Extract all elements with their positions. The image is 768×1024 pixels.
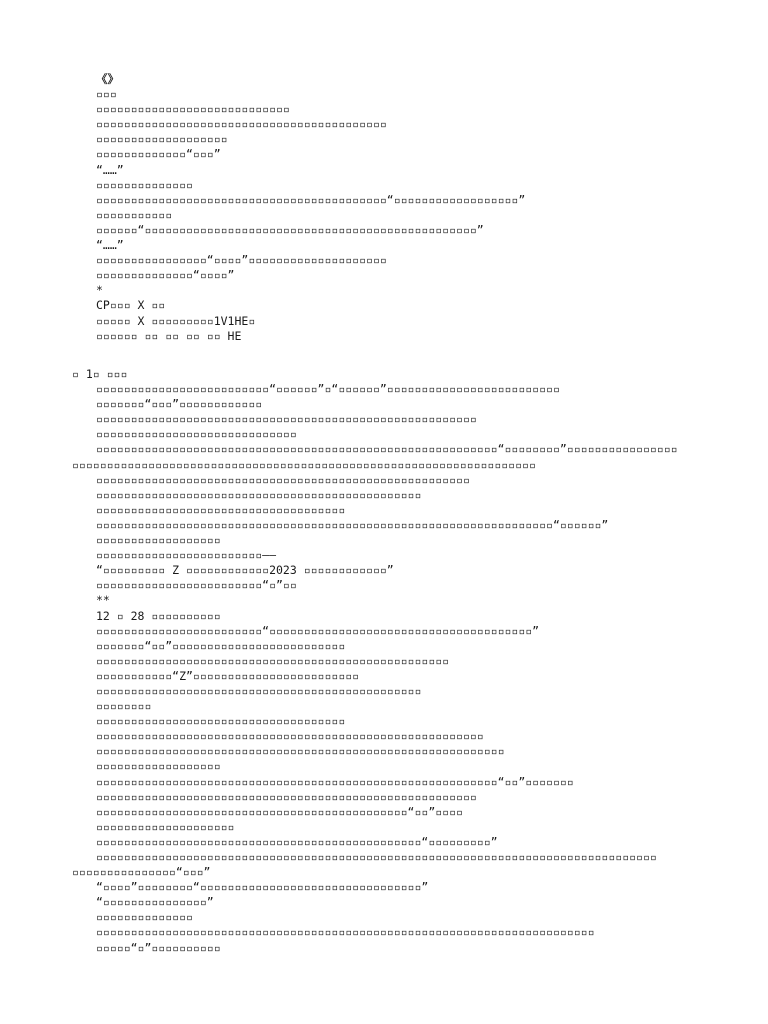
front-matter-line: ▫▫▫▫▫▫“▫▫▫▫▫▫▫▫▫▫▫▫▫▫▫▫▫▫▫▫▫▫▫▫▫▫▫▫▫▫▫▫▫▫▫▫▫▫▫▫▫▫▫▫▫▫▫▫” — [96, 222, 484, 237]
chapter-1-line: “▫▫▫▫”▫▫▫▫▫▫▫▫“▫▫▫▫▫▫▫▫▫▫▫▫▫▫▫▫▫▫▫▫▫▫▫▫▫▫▫▫▫▫▫▫” — [96, 880, 429, 895]
chapter-1-line: ▫▫▫▫▫▫▫▫▫▫▫▫▫▫▫▫▫▫▫▫▫▫▫▫▫▫▫▫▫▫▫▫▫▫▫▫▫▫▫▫▫▫▫▫▫▫▫▫▫▫▫▫▫▫▫ — [96, 412, 477, 427]
chapter-1-line: ▫▫▫▫▫▫▫▫▫▫▫▫▫▫▫▫▫▫▫▫▫▫▫▫▫▫▫▫▫▫▫▫▫▫▫▫▫▫▫▫▫▫▫▫▫▫▫▫▫▫▫▫▫▫▫ — [96, 789, 477, 804]
chapter-1-line: “▫▫▫▫▫▫▫▫▫▫▫▫▫▫▫” — [96, 895, 214, 910]
chapter-1-line: 12 ▫ 28 ▫▫▫▫▫▫▫▫▫▫ — [96, 608, 221, 623]
front-matter-line: ▫▫▫▫▫▫▫▫▫▫▫▫▫▫▫▫▫▫▫ — [96, 132, 228, 147]
chapter-1-line: ▫▫▫▫▫▫▫▫▫▫▫▫▫▫▫▫▫▫▫▫▫▫▫▫“▫▫▫▫▫▫▫▫▫▫▫▫▫▫▫▫▫▫▫▫▫▫▫▫▫▫▫▫▫▫▫▫▫▫▫▫▫▫” — [96, 623, 540, 638]
chapter-1-line: ▫▫▫▫▫▫▫▫▫▫▫▫▫▫▫▫▫▫▫▫▫▫▫▫▫▫▫▫▫▫▫▫▫▫▫▫▫▫▫▫▫▫▫▫▫▫▫“▫▫▫▫▫▫▫▫▫” — [96, 834, 498, 849]
chapter-1-line: ▫ 1▫ ▫▫▫ — [72, 367, 128, 381]
chapter-1-line: ▫▫▫▫▫▫▫▫▫▫▫▫▫▫▫▫▫▫▫▫▫▫▫▫▫▫▫▫▫▫▫▫▫▫▫▫▫▫▫▫▫▫▫▫▫▫▫ — [96, 683, 422, 698]
chapter-1-line: ▫▫▫▫▫▫▫▫▫▫▫▫▫▫▫▫▫▫▫▫▫▫▫▫▫▫▫▫▫▫▫▫▫▫▫▫▫▫▫▫▫▫▫▫▫▫▫▫▫▫▫▫▫▫▫▫▫▫▫▫▫▫▫▫▫▫▫▫▫▫▫▫ — [96, 925, 595, 940]
chapter-1-line: ▫▫▫▫▫“▫”▫▫▫▫▫▫▫▫▫▫ — [96, 940, 221, 955]
chapter-1-line: ▫▫▫▫▫▫▫▫▫▫▫▫▫▫▫“▫▫▫” — [72, 865, 211, 880]
front-matter-line: ▫▫▫▫▫▫▫▫▫▫▫ — [96, 207, 173, 222]
chapter-1-line: ▫▫▫▫▫▫▫▫▫▫▫▫▫▫▫▫▫▫▫▫ — [96, 819, 235, 834]
chapter-1 — [0, 367, 768, 956]
chapter-1-line: ▫▫▫▫▫▫▫▫▫▫▫▫▫▫▫▫▫▫▫▫▫▫▫▫▫▫▫▫▫▫▫▫▫▫▫▫▫▫▫▫▫▫▫▫▫▫▫▫▫▫▫▫▫▫ — [96, 472, 470, 487]
front-matter-line: ▫▫▫▫▫▫▫▫▫▫▫▫▫▫“▫▫▫▫” — [96, 268, 235, 283]
chapter-1-line: ▫▫▫▫▫▫▫▫▫▫▫▫▫▫▫▫▫▫▫▫▫▫▫▫▫▫▫▫▫▫▫▫▫▫▫▫▫▫▫▫▫▫▫▫▫▫▫▫▫▫▫ — [96, 653, 450, 668]
chapter-1-line: ▫▫▫▫▫▫▫▫▫▫▫“Z”▫▫▫▫▫▫▫▫▫▫▫▫▫▫▫▫▫▫▫▫▫▫▫▫ — [96, 668, 360, 683]
chapter-1-line: ▫▫▫▫▫▫▫▫▫▫▫▫▫▫▫▫▫▫▫▫▫▫▫▫▫▫▫▫▫▫▫▫▫▫▫▫▫▫▫▫▫▫▫▫▫▫▫ — [96, 487, 422, 502]
chapter-1-line: ▫▫▫▫▫▫▫▫▫▫▫▫▫▫▫▫▫▫▫▫▫▫▫▫▫▫▫▫▫▫▫▫▫▫▫▫▫▫▫▫▫▫▫▫▫▫▫▫▫▫▫▫▫▫▫▫▫▫▫▫▫▫▫▫▫▫“▫▫▫▫▫▫” — [96, 517, 609, 532]
chapter-1-line: ▫▫▫▫▫▫▫▫▫▫▫▫▫▫ — [96, 910, 193, 925]
chapter-1-line: ▫▫▫▫▫▫▫▫▫▫▫▫▫▫▫▫▫▫▫▫▫▫▫▫▫“▫▫▫▫▫▫”▫“▫▫▫▫▫▫”▫▫▫▫▫▫▫▫▫▫▫▫▫▫▫▫▫▫▫▫▫▫▫▫▫ — [96, 382, 560, 397]
front-matter-line: “……” — [96, 238, 124, 253]
chapter-1-line: ▫▫▫▫▫▫▫▫▫▫▫▫▫▫▫▫▫▫▫▫▫▫▫▫▫▫▫▫▫▫▫▫▫▫▫▫▫▫▫▫▫▫▫▫▫▫▫▫▫▫▫▫▫▫▫▫▫▫“▫▫▫▫▫▫▫▫”▫▫▫▫▫▫▫▫▫▫▫▫▫▫▫▫ — [96, 442, 678, 457]
chapter-1-line: ▫▫▫▫▫▫▫▫▫▫▫▫▫▫▫▫▫▫▫▫▫▫▫▫▫▫▫▫▫▫▫▫▫▫▫▫▫▫▫▫▫▫▫▫▫▫▫▫▫▫▫▫▫▫▫▫▫▫▫▫▫▫▫▫▫▫▫▫▫▫▫▫▫▫▫▫▫▫▫▫▫ — [96, 850, 657, 864]
chapter-1-line: ▫▫▫▫▫▫▫“▫▫▫”▫▫▫▫▫▫▫▫▫▫▫▫ — [96, 397, 263, 412]
chapter-1-line: ▫▫▫▫▫▫▫▫▫▫▫▫▫▫▫▫▫▫▫▫▫▫▫▫▫▫▫▫▫▫▫▫▫▫▫▫▫▫▫▫▫▫▫▫▫▫▫▫▫▫▫▫▫▫▫▫▫▫▫ — [96, 744, 505, 759]
chapter-1-line: ▫▫▫▫▫▫▫▫▫▫▫▫▫▫▫▫▫▫▫▫▫▫▫▫▫▫▫▫▫ — [96, 427, 297, 442]
front-matter-line: ▫▫▫▫▫▫ ▫▫ ▫▫ ▫▫ ▫▫ HE — [96, 328, 242, 343]
chapter-1-line: “▫▫▫▫▫▫▫▫▫ Z ▫▫▫▫▫▫▫▫▫▫▫▫2023 ▫▫▫▫▫▫▫▫▫▫▫▫” — [96, 563, 394, 578]
chapter-1-line: ▫▫▫▫▫▫▫▫▫▫▫▫▫▫▫▫▫▫▫▫▫▫▫▫▫▫▫▫▫▫▫▫▫▫▫▫▫▫▫▫▫▫▫▫▫“▫▫”▫▫▫▫ — [96, 804, 463, 819]
front-matter-line: * — [96, 283, 103, 298]
front-matter-line: ▫▫▫▫▫ X ▫▫▫▫▫▫▫▫▫1V1HE▫ — [96, 313, 256, 328]
chapter-1-line: ▫▫▫▫▫▫▫▫▫▫▫▫▫▫▫▫▫▫ — [96, 533, 221, 548]
front-matter-line: ▫▫▫▫▫▫▫▫▫▫▫▫▫▫▫▫▫▫▫▫▫▫▫▫▫▫▫▫ — [96, 102, 290, 117]
front-matter-line: CP▫▫▫ X ▫▫ — [96, 298, 166, 313]
front-matter-line: ▫▫▫▫▫▫▫▫▫▫▫▫▫▫ — [96, 177, 193, 192]
chapter-1-line: ▫▫▫▫▫▫▫▫▫▫▫▫▫▫▫▫▫▫▫▫▫▫▫▫▫▫▫▫▫▫▫▫▫▫▫▫ — [96, 714, 346, 729]
chapter-1-line: ▫▫▫▫▫▫▫▫▫▫▫▫▫▫▫▫▫▫ — [96, 759, 221, 774]
chapter-1-line: ▫▫▫▫▫▫▫“▫▫”▫▫▫▫▫▫▫▫▫▫▫▫▫▫▫▫▫▫▫▫▫▫▫▫▫ — [96, 638, 346, 653]
front-matter — [0, 72, 768, 344]
chapter-1-line: ▫▫▫▫▫▫▫▫▫▫▫▫▫▫▫▫▫▫▫▫▫▫▫▫“▫”▫▫ — [96, 578, 297, 593]
front-matter-line: “……” — [96, 162, 124, 177]
chapter-1-line: ** — [96, 593, 110, 608]
chapter-1-line: ▫▫▫▫▫▫▫▫▫▫▫▫▫▫▫▫▫▫▫▫▫▫▫▫▫▫▫▫▫▫▫▫▫▫▫▫▫▫▫▫▫▫▫▫▫▫▫▫▫▫▫▫▫▫▫▫▫▫“▫▫”▫▫▫▫▫▫▫ — [96, 774, 574, 789]
front-matter-line: ▫▫▫ — [96, 87, 117, 102]
chapter-1-line: ▫▫▫▫▫▫▫▫▫▫▫▫▫▫▫▫▫▫▫▫▫▫▫▫▫▫▫▫▫▫▫▫▫▫▫▫ — [96, 502, 346, 517]
front-matter-line: ▫▫▫▫▫▫▫▫▫▫▫▫▫▫▫▫▫▫▫▫▫▫▫▫▫▫▫▫▫▫▫▫▫▫▫▫▫▫▫▫▫▫“▫▫▫▫▫▫▫▫▫▫▫▫▫▫▫▫▫▫” — [96, 192, 526, 207]
front-matter-line: 《》 — [96, 72, 119, 86]
chapter-1-line: ▫▫▫▫▫▫▫▫▫▫▫▫▫▫▫▫▫▫▫▫▫▫▫▫▫▫▫▫▫▫▫▫▫▫▫▫▫▫▫▫▫▫▫▫▫▫▫▫▫▫▫▫▫▫▫▫▫▫▫▫▫▫▫▫▫▫▫ — [72, 457, 536, 472]
front-matter-line: ▫▫▫▫▫▫▫▫▫▫▫▫▫▫▫▫“▫▫▫▫”▫▫▫▫▫▫▫▫▫▫▫▫▫▫▫▫▫▫▫▫ — [96, 253, 387, 268]
chapter-1-line: ▫▫▫▫▫▫▫▫▫▫▫▫▫▫▫▫▫▫▫▫▫▫▫▫—— — [96, 548, 277, 563]
chapter-1-line: ▫▫▫▫▫▫▫▫ — [96, 699, 152, 714]
front-matter-line: ▫▫▫▫▫▫▫▫▫▫▫▫▫▫▫▫▫▫▫▫▫▫▫▫▫▫▫▫▫▫▫▫▫▫▫▫▫▫▫▫▫▫ — [96, 117, 387, 132]
chapter-1-line: ▫▫▫▫▫▫▫▫▫▫▫▫▫▫▫▫▫▫▫▫▫▫▫▫▫▫▫▫▫▫▫▫▫▫▫▫▫▫▫▫▫▫▫▫▫▫▫▫▫▫▫▫▫▫▫▫ — [96, 729, 484, 744]
front-matter-line: ▫▫▫▫▫▫▫▫▫▫▫▫▫“▫▫▫” — [96, 147, 221, 162]
